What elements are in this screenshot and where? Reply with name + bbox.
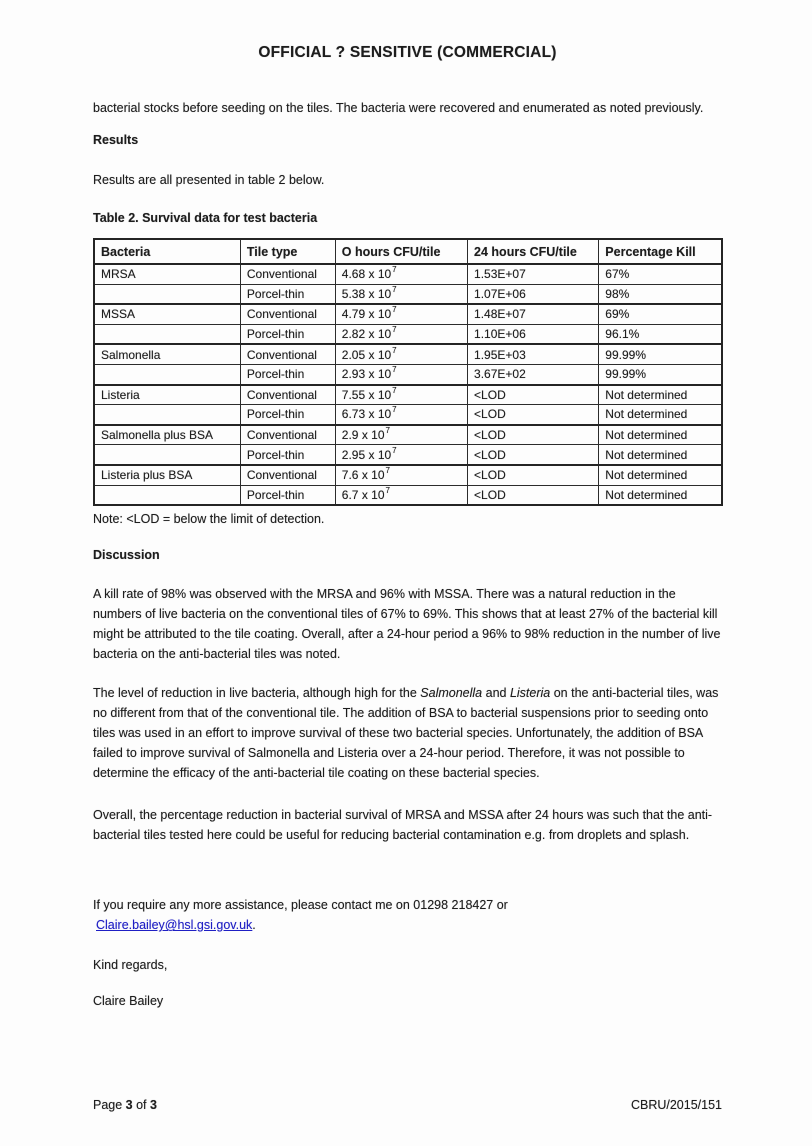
cell-percentage-kill: 67% — [599, 264, 722, 284]
table-row — [94, 364, 722, 384]
email-line — [93, 915, 722, 935]
header-24-hours: 24 hours CFU/tile — [468, 239, 599, 264]
exponent: 7 — [392, 305, 397, 315]
cell-0h-cfu: 6.73 x $10^7$ — [335, 405, 467, 425]
cell-24h-cfu: 1.07E+06 — [468, 284, 599, 304]
exponent: 7 — [392, 445, 397, 455]
cell-0h-cfu: 4.79 x $10^7$ — [335, 304, 467, 324]
cell-bacteria — [94, 364, 240, 384]
email-suffix: . — [252, 918, 256, 933]
cell-24h-cfu: 1.10E+06 — [468, 324, 599, 344]
discussion-paragraph-1 — [93, 584, 722, 664]
exponent: 7 — [385, 466, 390, 476]
cell-24h-cfu: 3.67E+02 — [468, 364, 599, 384]
cell-tile-type: Conventional — [240, 385, 335, 405]
cell-bacteria — [94, 284, 240, 304]
cell-tile-type: Porcel-thin — [240, 445, 335, 465]
exponent: 7 — [392, 385, 397, 395]
cell-bacteria: Salmonella plus BSA — [94, 425, 240, 445]
cell-percentage-kill: Not determined — [599, 405, 722, 425]
contact-line: If you require any more assistance, please contact me on 01298 218427 or — [93, 898, 508, 913]
cell-bacteria — [94, 445, 240, 465]
intro-paragraph: bacterial stocks before seeding on the tiles. The bacteria were recovered and enumerated as noted previously. — [93, 101, 704, 115]
table-row — [94, 304, 722, 324]
header-percentage-kill: Percentage Kill — [599, 239, 722, 264]
signoff-text: Kind regards, — [93, 958, 168, 973]
table-caption: Table 2. Survival data for test bacteria — [93, 211, 318, 225]
table-row — [94, 344, 722, 364]
cell-tile-type: Porcel-thin — [240, 324, 335, 344]
cell-bacteria: MSSA — [94, 304, 240, 324]
table-row — [94, 485, 722, 505]
page-number — [93, 1098, 157, 1112]
exponent: 7 — [392, 365, 397, 375]
text-segment: 3 — [125, 1098, 133, 1112]
cell-0h-cfu: 7.6 x $10^7$ — [335, 465, 467, 485]
cell-24h-cfu: 1.53E+07 — [468, 264, 599, 284]
discussion-heading: Discussion — [93, 548, 160, 563]
text-segment: and — [482, 686, 510, 701]
exponent: 7 — [392, 325, 397, 335]
cell-percentage-kill: Not determined — [599, 385, 722, 405]
cell-tile-type: Porcel-thin — [240, 405, 335, 425]
cell-0h-cfu: 2.05 x $10^7$ — [335, 344, 467, 364]
cell-percentage-kill: Not determined — [599, 445, 722, 465]
document-reference: CBRU/2015/151 — [630, 1098, 722, 1112]
table-row — [94, 405, 722, 425]
results-heading: Results — [93, 133, 139, 147]
cell-24h-cfu: <LOD — [468, 425, 599, 445]
exponent: 7 — [392, 405, 397, 415]
cell-24h-cfu: <LOD — [468, 405, 599, 425]
cell-tile-type: Porcel-thin — [240, 284, 335, 304]
cell-tile-type: Conventional — [240, 304, 335, 324]
exponent: 7 — [392, 284, 397, 294]
cell-0h-cfu: 5.38 x $10^7$ — [335, 284, 467, 304]
text-segment: Overall, the percentage reduction in bacterial survival of MRSA and MSSA after 24 hours was such that the anti-bacterial tiles tested here could be useful for reducing bacterial contamination e.g. from droplets and splash. — [93, 808, 713, 843]
table-row — [94, 385, 722, 405]
cell-24h-cfu: <LOD — [468, 385, 599, 405]
cell-percentage-kill: Not determined — [599, 465, 722, 485]
cell-24h-cfu: <LOD — [468, 485, 599, 505]
classification-header: OFFICIAL ? SENSITIVE (COMMERCIAL) — [258, 44, 557, 61]
exponent: 7 — [392, 265, 397, 275]
cell-bacteria: Salmonella — [94, 344, 240, 364]
cell-24h-cfu: <LOD — [468, 465, 599, 485]
document-content — [93, 0, 722, 1011]
cell-bacteria: MRSA — [94, 264, 240, 284]
header-bacteria: Bacteria — [94, 239, 240, 264]
cell-percentage-kill: Not determined — [599, 425, 722, 445]
cell-bacteria — [94, 324, 240, 344]
cell-0h-cfu: 2.82 x $10^7$ — [335, 324, 467, 344]
cell-0h-cfu: 7.55 x $10^7$ — [335, 385, 467, 405]
cell-bacteria — [94, 485, 240, 505]
exponent: 7 — [392, 345, 397, 355]
cell-tile-type: Porcel-thin — [240, 364, 335, 384]
page-footer — [93, 1098, 722, 1112]
table-row — [94, 445, 722, 465]
cell-24h-cfu: 1.48E+07 — [468, 304, 599, 324]
cell-tile-type: Conventional — [240, 425, 335, 445]
header-0-hours: O hours CFU/tile — [335, 239, 467, 264]
text-segment: The level of reduction in live bacteria, although high for the — [93, 686, 421, 701]
cell-bacteria: Listeria — [94, 385, 240, 405]
table-row — [94, 425, 722, 445]
text-segment: of — [132, 1098, 150, 1112]
table-row — [94, 264, 722, 284]
cell-percentage-kill: 99.99% — [599, 344, 722, 364]
survival-data-table — [93, 238, 723, 506]
cell-percentage-kill: 96.1% — [599, 324, 722, 344]
cell-24h-cfu: 1.95E+03 — [468, 344, 599, 364]
text-segment: Listeria — [509, 686, 551, 701]
table-row — [94, 324, 722, 344]
cell-0h-cfu: 6.7 x $10^7$ — [335, 485, 467, 505]
cell-percentage-kill: Not determined — [599, 485, 722, 505]
cell-bacteria: Listeria plus BSA — [94, 465, 240, 485]
text-segment: Salmonella — [420, 686, 483, 701]
discussion-paragraph-3 — [93, 805, 722, 845]
email-link[interactable]: Claire.bailey@hsl.gsi.gov.uk — [96, 918, 253, 933]
cell-percentage-kill: 69% — [599, 304, 722, 324]
exponent: 7 — [385, 485, 390, 495]
cell-0h-cfu: 2.9 x $10^7$ — [335, 425, 467, 445]
discussion-paragraph-2 — [93, 683, 722, 783]
header-tile-type: Tile type — [240, 239, 335, 264]
cell-tile-type: Conventional — [240, 344, 335, 364]
cell-tile-type: Porcel-thin — [240, 485, 335, 505]
cell-24h-cfu: <LOD — [468, 445, 599, 465]
cell-bacteria — [94, 405, 240, 425]
text-segment: 3 — [150, 1098, 157, 1112]
table-note: Note: <LOD = below the limit of detection. — [93, 512, 325, 527]
text-segment: Page — [93, 1098, 126, 1112]
table-row — [94, 465, 722, 485]
text-segment: A kill rate of 98% was observed with the MRSA and 96% with MSSA. There was a natural reduction in the numbers of live bacteria on the conventional tiles of 67% to 69%. This shows that at least 27% of the bacterial kill might be attributed to the tile coating. Overall, after a 24-hour period a 96% to 98% reduction in the number of live bacteria on the anti-bacterial tiles was noted. — [93, 587, 721, 662]
cell-0h-cfu: 2.93 x $10^7$ — [335, 364, 467, 384]
table-row — [94, 284, 722, 304]
results-text: Results are all presented in table 2 below. — [93, 173, 325, 187]
cell-tile-type: Conventional — [240, 264, 335, 284]
cell-tile-type: Conventional — [240, 465, 335, 485]
exponent: 7 — [385, 426, 390, 436]
survival-table-body — [94, 264, 722, 505]
cell-0h-cfu: 2.95 x $10^7$ — [335, 445, 467, 465]
text-segment: on the anti-bacterial tiles, was no different from that of the conventional tile. The addition of BSA to bacterial suspensions prior to seeding onto tiles was used in an effort to improve survival of these two bacterial species. Unfortunately, the addition of BSA failed to improve survival of Salmonella and Listeria over a 24-hour period. Therefore, it was not possible to determine the efficacy of the anti-bacterial tile coating on these bacterial species. — [93, 686, 719, 781]
signature-name: Claire Bailey — [93, 994, 164, 1009]
table-header-row — [94, 239, 722, 264]
cell-percentage-kill: 99.99% — [599, 364, 722, 384]
cell-percentage-kill: 98% — [599, 284, 722, 304]
cell-0h-cfu: 4.68 x $10^7$ — [335, 264, 467, 284]
